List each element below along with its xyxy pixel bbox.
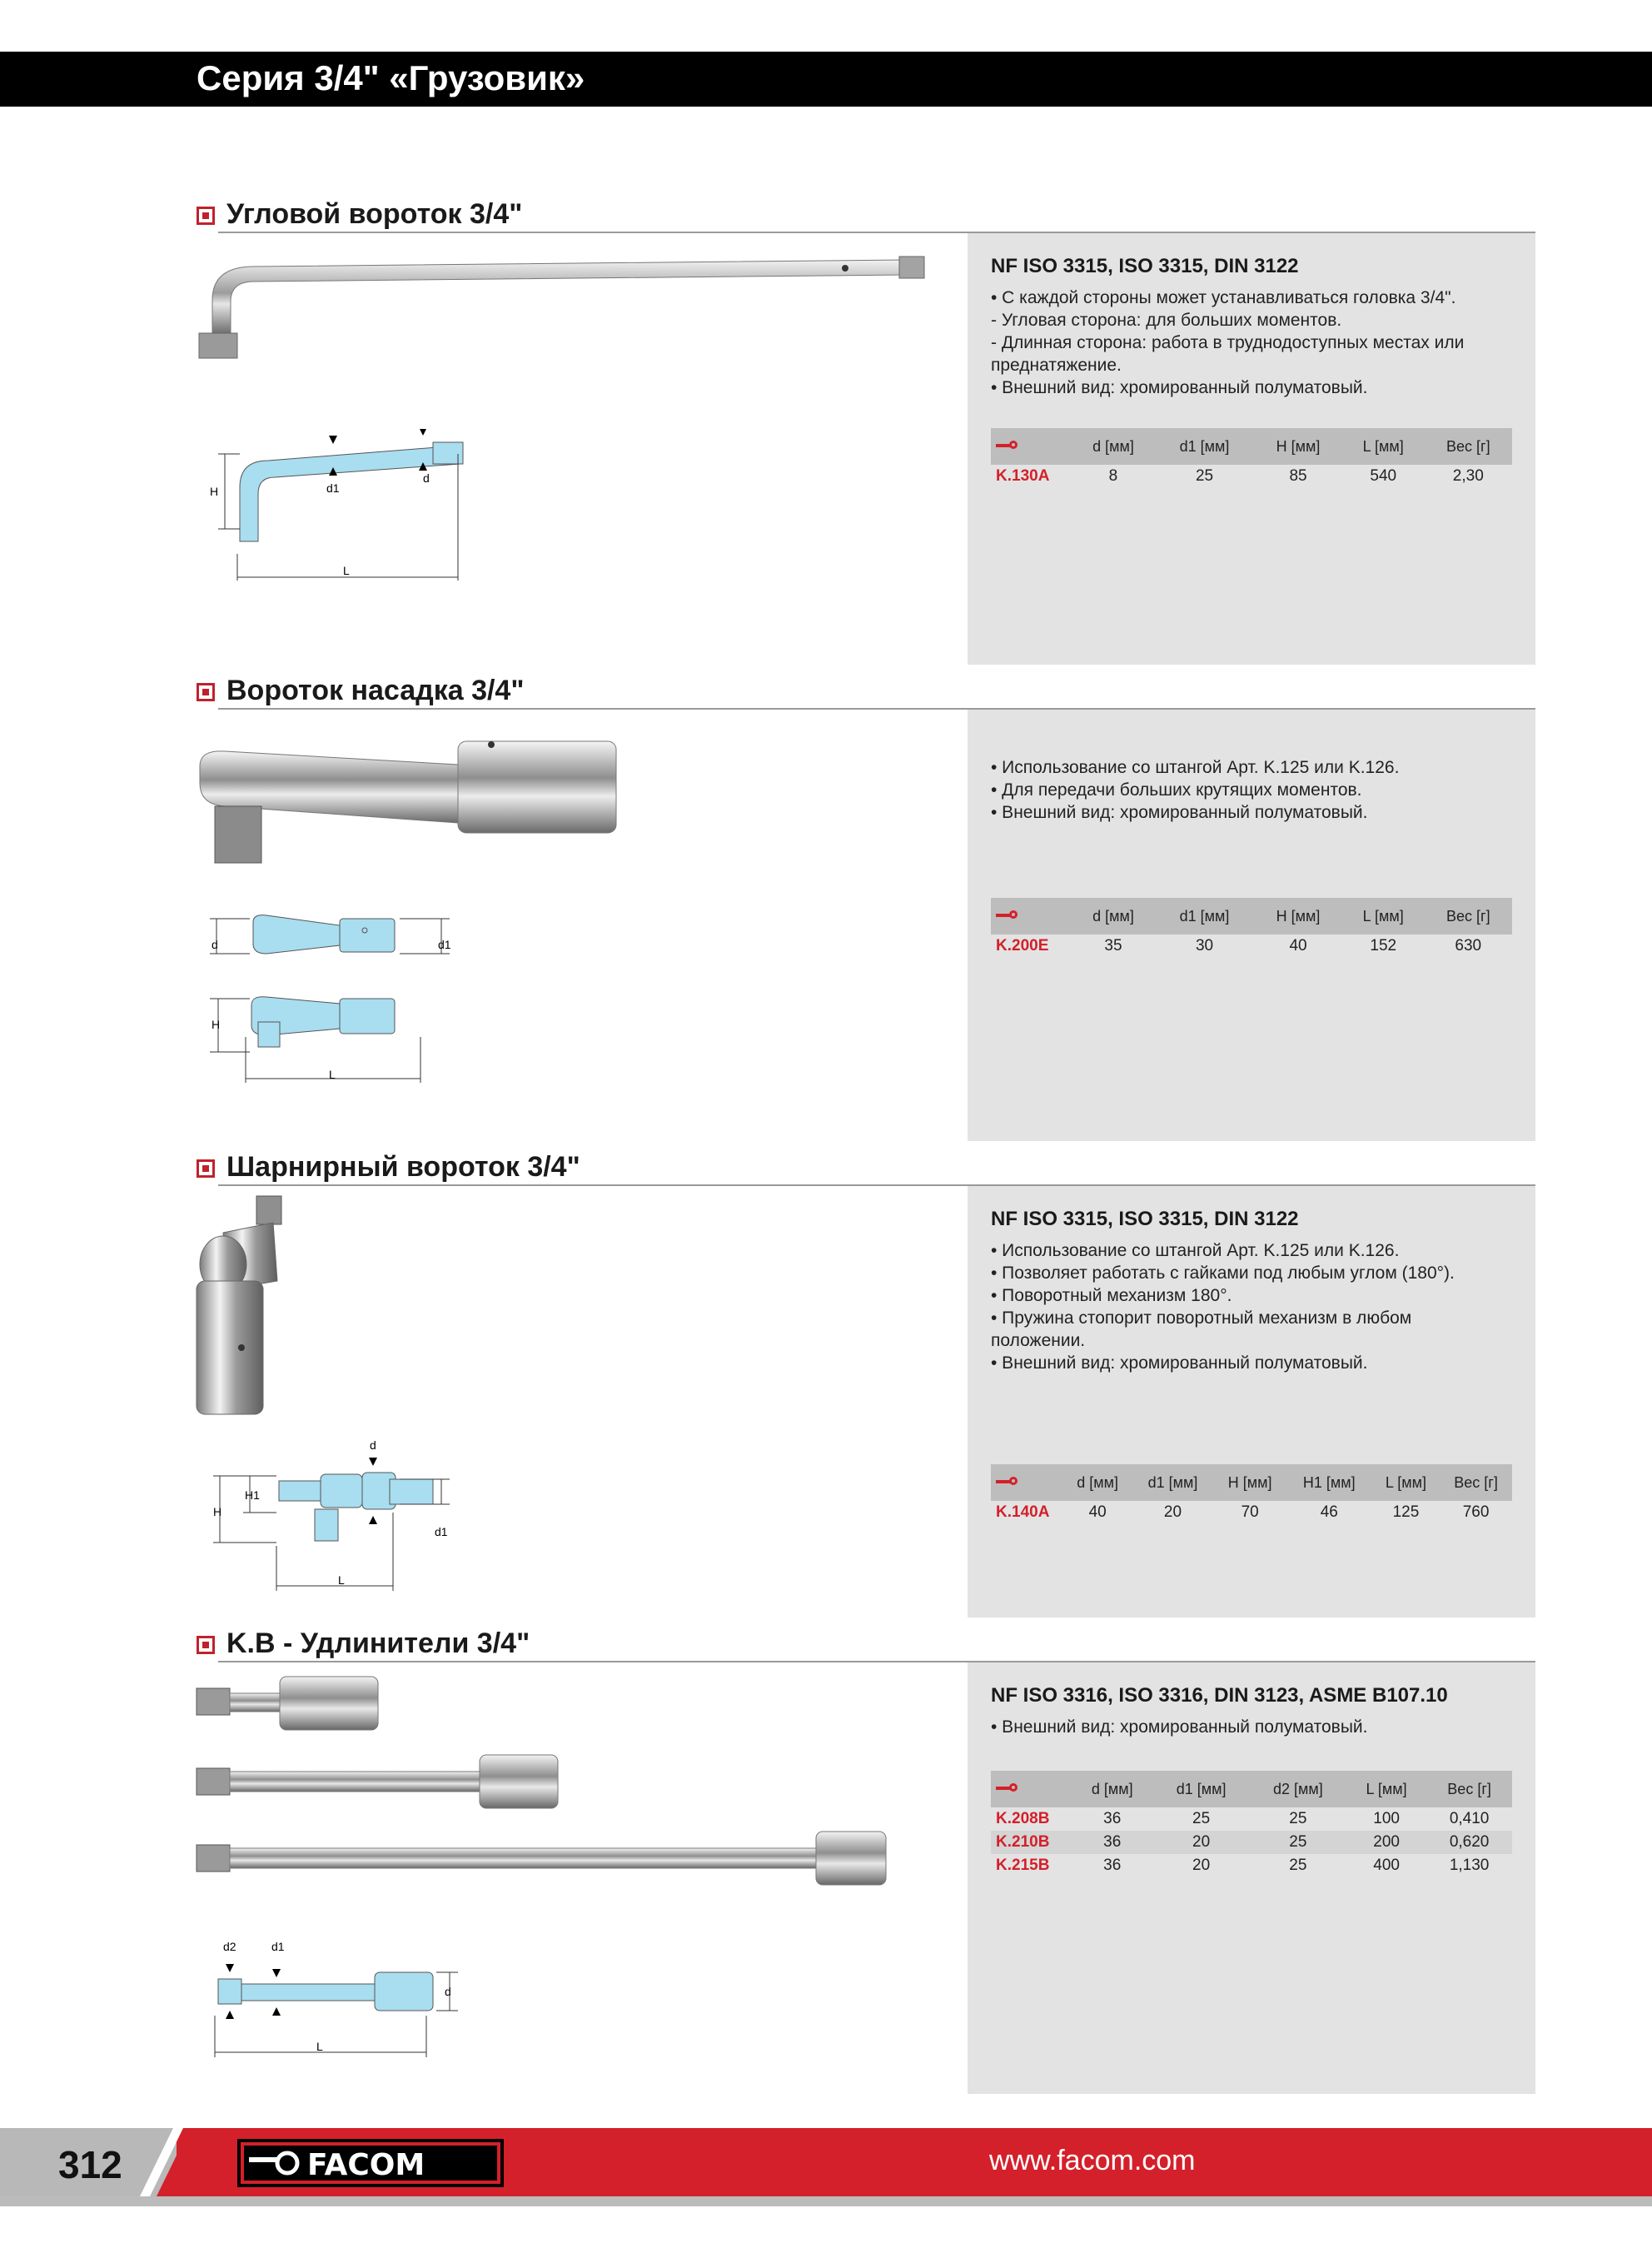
section-marker-icon: [197, 683, 215, 701]
product-reference: K.130A: [996, 467, 1050, 485]
table-cell: 20: [1192, 1857, 1211, 1874]
page-number: 312: [58, 2143, 122, 2186]
feature-item: - Угловая сторона: для больших моментов.: [991, 311, 1342, 330]
feature-item: • Внешний вид: хромированный полуматовый.: [991, 378, 1368, 397]
column-header: H1 [мм]: [1286, 1464, 1372, 1501]
table-cell: 36: [1103, 1810, 1122, 1827]
wrench-reference-icon: [991, 1771, 1072, 1807]
table-cell: 25: [1289, 1857, 1307, 1874]
feature-item: - Длинная сторона: работа в труднодоступных местах или: [991, 333, 1465, 352]
table-cell: 36: [1072, 1831, 1152, 1854]
spec-panel-sliding-t-bar: [968, 710, 1535, 1141]
table-cell: 25: [1195, 467, 1214, 485]
table-cell: 540: [1370, 467, 1397, 485]
facom-logo-icon: [237, 2139, 504, 2187]
diagram-label-d: d: [423, 471, 430, 485]
table-cell: 70: [1241, 1503, 1259, 1521]
diagram-label-d: d: [445, 1985, 451, 1998]
diagram-label-d1: d1: [438, 938, 451, 951]
table-cell: 20: [1152, 1831, 1249, 1854]
diagram-label-d1: d1: [271, 1940, 285, 1953]
hinged-wrench-photo: [190, 1189, 290, 1423]
section-marker-icon: [197, 1636, 215, 1654]
feature-item: • Позволяет работать с гайками под любым углом (180°).: [991, 1264, 1455, 1283]
section-title-angle-wrench: Угловой вороток 3/4": [226, 198, 523, 230]
table-cell: 40: [1088, 1503, 1107, 1521]
spec-table: [991, 428, 1512, 488]
spec-panel-angle-wrench: [968, 233, 1535, 665]
feature-item: преднатяжение.: [991, 356, 1122, 375]
section-title-hinged-wrench: Шарнирный вороток 3/4": [226, 1151, 580, 1183]
diagram-label-l: L: [329, 1068, 336, 1081]
table-cell: 8: [1108, 467, 1118, 485]
product-reference: K.208B: [996, 1810, 1050, 1827]
table-row: [991, 935, 1512, 958]
table-cell: 2,30: [1452, 467, 1484, 485]
table-cell: 400: [1373, 1857, 1400, 1874]
sliding-t-bar-photo: [192, 733, 641, 883]
column-header: d1 [мм]: [1155, 898, 1254, 935]
column-header: Вес [г]: [1425, 898, 1512, 935]
column-header: d [мм]: [1072, 898, 1155, 935]
column-header: d1 [мм]: [1132, 1464, 1213, 1501]
table-row: [991, 465, 1512, 488]
diagram-label-d: d: [370, 1438, 376, 1452]
product-reference: K.140A: [996, 1503, 1050, 1521]
extensions-photo: [190, 1670, 898, 1895]
column-header: H [мм]: [1254, 898, 1342, 935]
table-cell: 0,620: [1426, 1831, 1512, 1854]
table-cell: 1,130: [1449, 1857, 1490, 1874]
column-header: Вес [г]: [1426, 1771, 1512, 1807]
diagram-label-l: L: [316, 2040, 323, 2053]
diagram-label-h1: H1: [245, 1488, 260, 1502]
feature-item: • Внешний вид: хромированный полуматовый.: [991, 1717, 1368, 1737]
section-title-extensions: K.B - Удлинители 3/4": [226, 1627, 530, 1659]
page-header: [0, 52, 1652, 107]
table-row: [991, 1807, 1512, 1831]
product-reference: K.200E: [996, 937, 1049, 955]
feature-item: • Пружина стопорит поворотный механизм в любом: [991, 1308, 1412, 1328]
table-cell: 760: [1462, 1503, 1490, 1521]
diagram-label-d2: d2: [223, 1940, 236, 1953]
spec-table-header: [991, 1464, 1512, 1501]
table-cell: 25: [1192, 1810, 1211, 1827]
feature-item: • Поворотный механизм 180°.: [991, 1286, 1232, 1305]
table-cell: 630: [1455, 937, 1482, 955]
feature-item: • Использование со штангой Арт. K.125 или K.126.: [991, 1241, 1400, 1260]
spec-panel-extensions: [968, 1662, 1535, 2094]
spec-panel-hinged-wrench: [968, 1186, 1535, 1617]
page-title: Серия 3/4" «Грузовик»: [197, 58, 585, 97]
spec-table: [991, 1771, 1512, 1877]
spec-table-header: [991, 898, 1512, 935]
hinged-wrench-diagram: [200, 1433, 466, 1599]
table-row: [991, 1854, 1512, 1877]
table-cell: 20: [1163, 1503, 1182, 1521]
diagram-label-l: L: [343, 564, 350, 577]
column-header: Вес [г]: [1440, 1464, 1512, 1501]
column-header: d [мм]: [1063, 1464, 1132, 1501]
feature-list: [991, 756, 1399, 824]
feature-item: • С каждой стороны может устанавливаться головка 3/4".: [991, 288, 1456, 307]
section-marker-icon: [197, 207, 215, 225]
spec-table: [991, 898, 1512, 958]
table-cell: 200: [1346, 1831, 1426, 1854]
wrench-reference-icon: [991, 1464, 1063, 1501]
table-cell: 0,410: [1449, 1810, 1490, 1827]
standard-text: NF ISO 3315, ISO 3315, DIN 3122: [991, 255, 1299, 277]
column-header: d2 [мм]: [1250, 1771, 1346, 1807]
angle-wrench-diagram: [200, 429, 483, 587]
feature-item: • Использование со штангой Арт. K.125 или K.126.: [991, 758, 1400, 777]
spec-table: [991, 1464, 1512, 1524]
spec-table-header: [991, 428, 1512, 465]
wrench-reference-icon: [991, 428, 1072, 465]
diagram-label-h: H: [210, 485, 219, 498]
footer-bottom-strip: [0, 2196, 1652, 2206]
diagram-label-h: H: [213, 1505, 222, 1518]
column-header: L [мм]: [1342, 428, 1425, 465]
table-cell: 46: [1320, 1503, 1338, 1521]
extensions-diagram: [200, 1932, 483, 2066]
feature-list: [991, 287, 1464, 399]
table-cell: 36: [1103, 1857, 1122, 1874]
feature-list: [991, 1239, 1455, 1374]
section-title-sliding-t-bar: Вороток насадка 3/4": [226, 675, 525, 706]
section-marker-icon: [197, 1159, 215, 1178]
column-header: Вес [г]: [1425, 428, 1512, 465]
feature-item: положении.: [991, 1331, 1086, 1350]
product-reference: K.215B: [996, 1857, 1050, 1874]
table-cell: 152: [1370, 937, 1397, 955]
feature-list: [991, 1716, 1368, 1738]
standard-text: NF ISO 3316, ISO 3316, DIN 3123, ASME B107.10: [991, 1684, 1448, 1707]
column-header: d [мм]: [1072, 428, 1155, 465]
table-cell: 30: [1195, 937, 1214, 955]
footer-slant-divider: [140, 2128, 190, 2196]
product-reference: K.210B: [991, 1831, 1072, 1854]
diagram-label-h: H: [211, 1018, 221, 1031]
table-cell: 25: [1250, 1831, 1346, 1854]
diagram-label-l: L: [338, 1573, 345, 1587]
sliding-t-bar-diagram: [200, 912, 466, 1095]
feature-item: • Внешний вид: хромированный полуматовый.: [991, 1353, 1368, 1373]
column-header: d1 [мм]: [1155, 428, 1254, 465]
diagram-label-d1: d1: [326, 481, 340, 495]
column-header: L [мм]: [1342, 898, 1425, 935]
table-cell: 100: [1373, 1810, 1400, 1827]
standard-text: NF ISO 3315, ISO 3315, DIN 3122: [991, 1208, 1299, 1230]
table-cell: 35: [1104, 937, 1122, 955]
diagram-label-d: d: [211, 938, 218, 951]
table-cell: 125: [1392, 1503, 1420, 1521]
wrench-reference-icon: [991, 898, 1072, 935]
column-header: H [мм]: [1254, 428, 1342, 465]
logo-wordmark: FACOM: [307, 2148, 425, 2182]
column-header: d1 [мм]: [1152, 1771, 1249, 1807]
table-cell: 40: [1289, 937, 1307, 955]
column-header: d [мм]: [1072, 1771, 1152, 1807]
spec-table-header: [991, 1771, 1512, 1807]
angle-wrench-photo: [187, 250, 953, 375]
table-cell: 25: [1289, 1810, 1307, 1827]
feature-item: • Внешний вид: хромированный полуматовый.: [991, 803, 1368, 822]
column-header: H [мм]: [1214, 1464, 1286, 1501]
table-row: [991, 1501, 1512, 1524]
table-cell: 85: [1289, 467, 1307, 485]
column-header: L [мм]: [1372, 1464, 1440, 1501]
table-row: [991, 1831, 1512, 1854]
feature-item: • Для передачи больших крутящих моментов.: [991, 780, 1362, 800]
website-link[interactable]: www.facom.com: [989, 2145, 1196, 2176]
diagram-label-d1: d1: [435, 1525, 448, 1538]
column-header: L [мм]: [1346, 1771, 1426, 1807]
